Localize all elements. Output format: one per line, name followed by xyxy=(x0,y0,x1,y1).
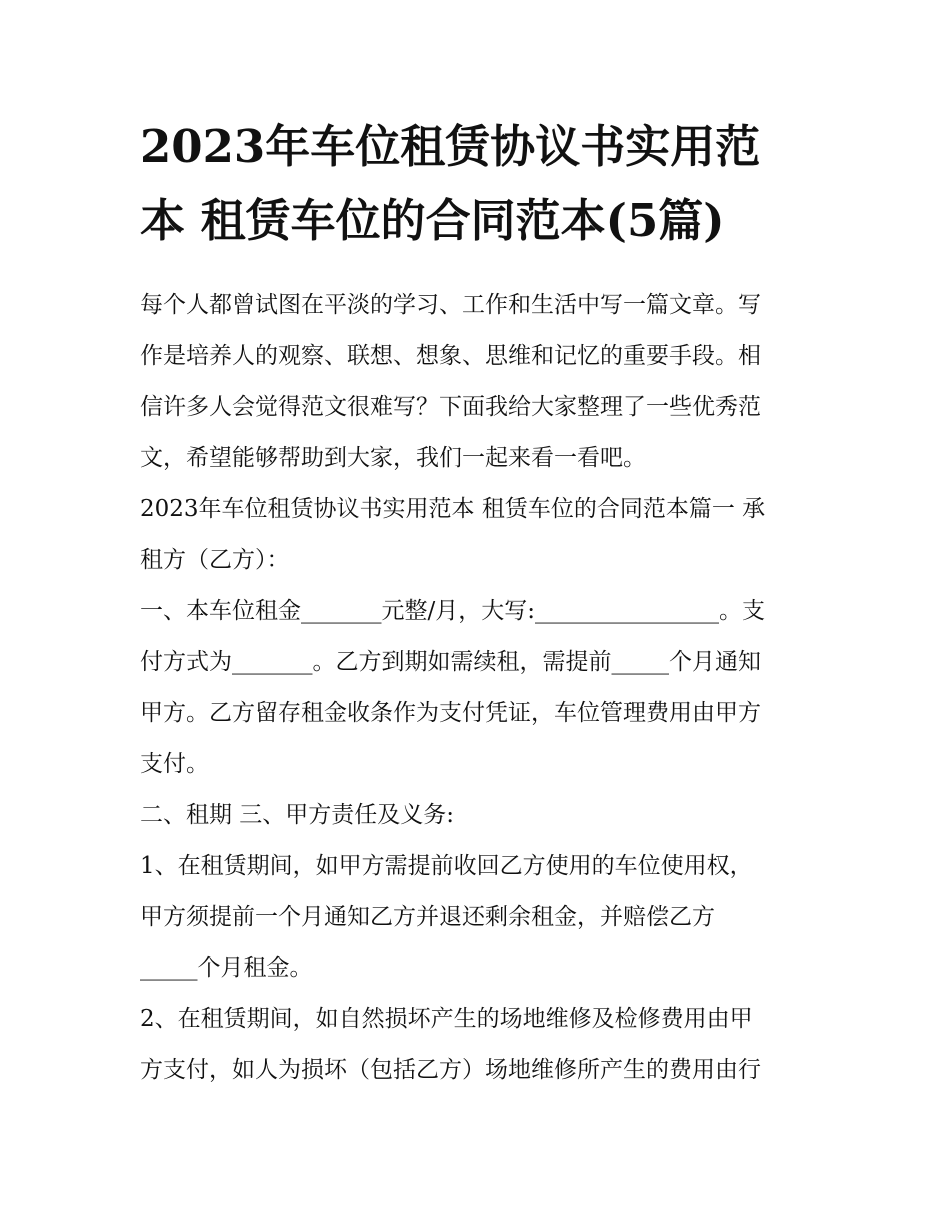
text-line: 1、在租赁期间，如甲方需提前收回乙方使用的车位使用权， xyxy=(140,853,753,879)
text-line: 方支付，如人为损坏（包括乙方）场地维修所产生的费用由行 xyxy=(140,1057,761,1083)
document-title xyxy=(140,110,812,258)
text-line: 作是培养人的观察、联想、想象、思维和记忆的重要手段。相 xyxy=(140,343,761,369)
clause-rent-paragraph xyxy=(140,586,812,790)
text-line: 2、在租赁期间，如自然损坏产生的场地维修及检修费用由甲 xyxy=(140,1006,753,1032)
text-line: 每个人都曾试图在平淡的学习、工作和生活中写一篇文章。写 xyxy=(140,292,761,318)
text-line: 甲方须提前一个月通知乙方并退还剩余租金，并赔偿乙方 xyxy=(140,904,715,930)
text-line: 2023年车位租赁协议书实用范本 租赁车位的合同范本篇一 承 xyxy=(140,496,766,522)
document-page xyxy=(140,110,812,1096)
text-line: 付方式为_______。乙方到期如需续租，需提前_____个月通知 xyxy=(140,649,761,675)
intro-paragraph xyxy=(140,280,812,484)
title-line-2: 本 租赁车位的合同范本(5篇) xyxy=(140,194,725,247)
text-line: 甲方。乙方留存租金收条作为支付凭证，车位管理费用由甲方 xyxy=(140,700,761,726)
clause-term-paragraph xyxy=(140,790,812,841)
title-line-1: 2023年车位租赁协议书实用范 xyxy=(140,120,761,173)
text-line: 租方（乙方）： xyxy=(140,547,290,573)
text-line: 文，希望能够帮助到大家，我们一起来看一看吧。 xyxy=(140,445,646,471)
section-heading-paragraph xyxy=(140,484,812,586)
clause-2-paragraph xyxy=(140,994,812,1096)
text-line: 信许多人会觉得范文很难写？下面我给大家整理了一些优秀范 xyxy=(140,394,761,420)
text-line: _____个月租金。 xyxy=(140,955,313,981)
text-line: 一、本车位租金_______元整/月，大写:________________。支 xyxy=(140,598,765,624)
text-line: 支付。 xyxy=(140,751,209,777)
clause-1-paragraph xyxy=(140,841,812,994)
text-line: 二、租期 三、甲方责任及义务: xyxy=(140,802,455,828)
